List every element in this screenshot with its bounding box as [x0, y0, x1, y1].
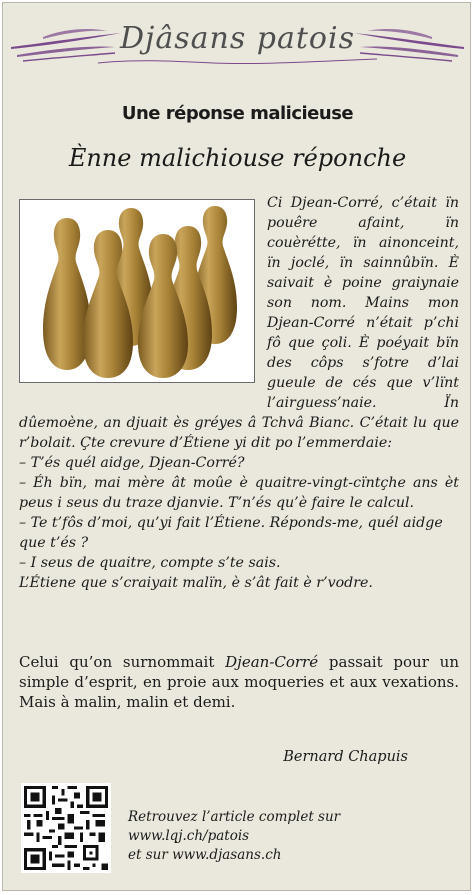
summary-paragraph	[19, 652, 459, 712]
summary-text-post: passait pour un simple d’esprit, en proie aux moqueries et aux vexations. Mais à malin, malin et demi.	[19, 653, 459, 711]
story-paragraph: Ci Djean-Corré, c’était ïn pouêre afaint, ïn couèrétte, ïn ainonceint, ïn joclé, ïn sainnûbïn. È saivait è poine graiynaie son nom. Mains mon Djean-Corré n’était p’chi fô que çoli. È poéyait bïn des côps s’fotre d’lai gueule de cés que v’lïnt l’airguess’naie. Ïn dûemoène, an djuait ès gréyes â Tchvâ Bianc. C’était lu que r’bolait. Çte crevure d’Étiene yi dit po l’emmerdaie:	[19, 195, 459, 451]
header-banner	[3, 3, 472, 85]
qr-code-graphic	[21, 783, 111, 873]
dialogue-line: – T’és quél aidge, Djean-Corré?	[19, 455, 245, 471]
footer-line: Retrouvez l’article complet sur	[128, 809, 341, 825]
dialogue-line: L’Étiene que s’craiyait malïn, è s’ât fait è r’vodre.	[19, 575, 373, 591]
article-title-fr: Une réponse malicieuse	[121, 103, 354, 124]
article-card	[2, 2, 471, 891]
footer-link-djasans[interactable]: et sur www.djasans.ch	[128, 847, 282, 863]
summary-name: Djean-Corré	[225, 653, 319, 671]
dialogue-line: – Te t’fôs d’moi, qu’yi fait l’Étiene. Réponds-me, quél aidge que t’és ?	[19, 515, 443, 551]
article-title-patois: Ènne malichiouse réponche	[68, 144, 407, 172]
dialogue-line: – Éh bïn, mai mère ât moûe è quaitre-vingt-cïntçhe ans èt peus i seus du traze djanvie. T’n’és qu’è faire le calcul.	[19, 475, 459, 511]
story-text	[19, 193, 459, 593]
summary-text-pre: Celui qu’on surnommait	[19, 653, 226, 671]
footer-link-lqj[interactable]: www.lqj.ch/patois	[128, 828, 250, 844]
dialogue-line: – I seus de quaitre, compte s’te sais.	[19, 555, 281, 571]
author-name: Bernard Chapuis	[283, 749, 408, 765]
qr-code[interactable]	[21, 783, 111, 873]
footer-info	[128, 808, 448, 865]
brand-title: Djâsans patois	[120, 21, 355, 56]
